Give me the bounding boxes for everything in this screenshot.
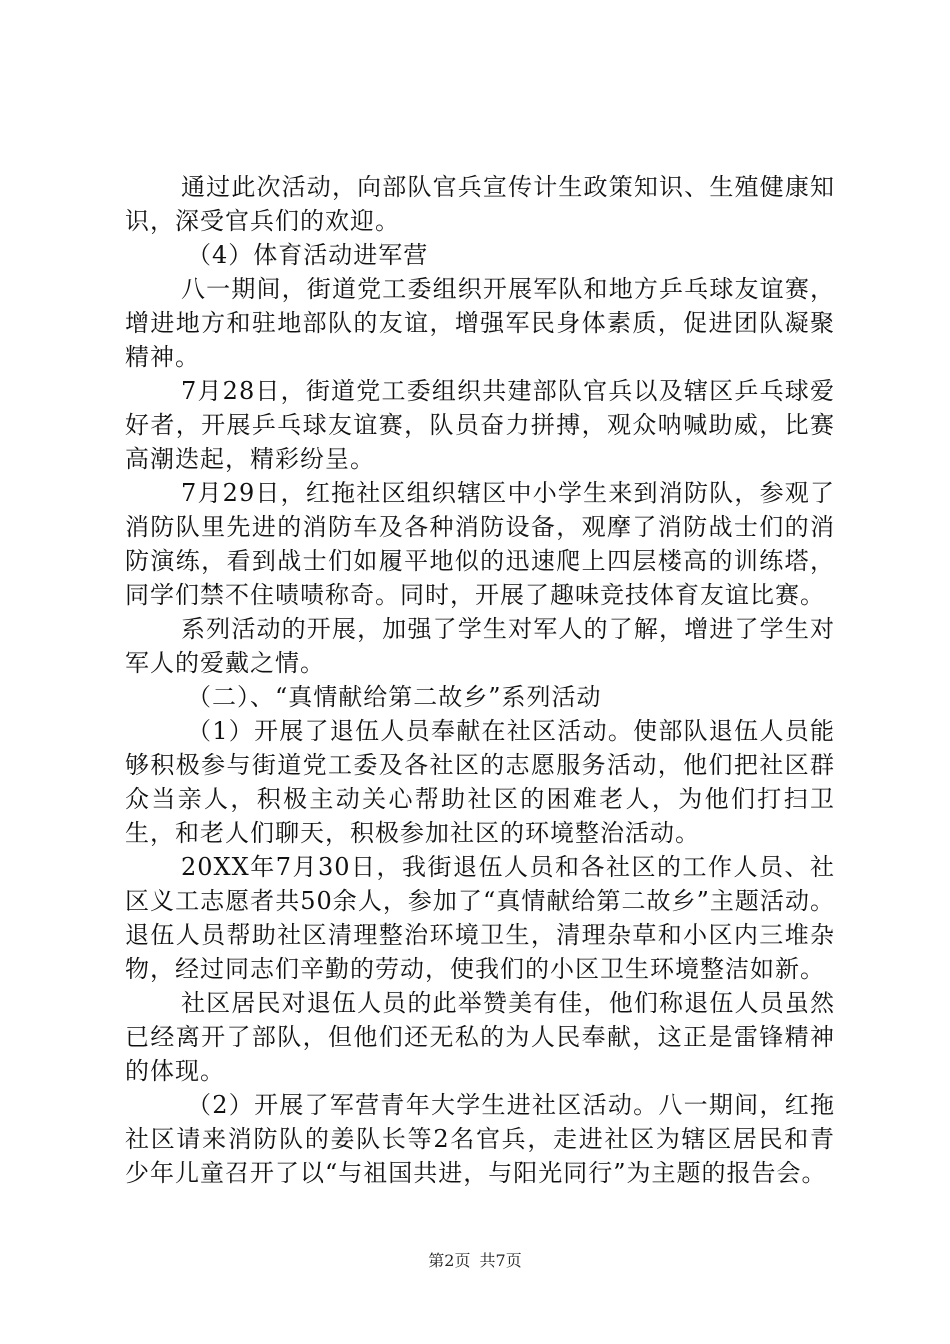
paragraph: 八一期间，街道党工委组织开展军队和地方乒乓球友谊赛，增进地方和驻地部队的友谊，增强军民身体素质，促进团队凝聚精神。	[125, 275, 835, 371]
document-body	[125, 170, 835, 1190]
paragraph: 通过此次活动，向部队官兵宣传计生政策知识、生殖健康知识，深受官兵们的欢迎。	[125, 173, 835, 235]
paragraph: 7月29日，红拖社区组织辖区中小学生来到消防队，参观了消防队里先进的消防车及各种消防设备，观摩了消防战士们的消防演练，看到战士们如履平地似的迅速爬上四层楼高的训练塔，同学们禁不住啧啧称奇。同时，开展了趣味竞技体育友谊比赛。	[125, 479, 835, 609]
page-number: 第2页	[428, 1251, 471, 1270]
section-heading: （二）、“真情献给第二故乡”系列活动	[187, 683, 602, 711]
page-total: 共7页	[479, 1251, 522, 1270]
paragraph: （1）开展了退伍人员奉献在社区活动。使部队退伍人员能够积极参与街道党工委及各社区的志愿服务活动，他们把社区群众当亲人，积极主动关心帮助社区的困难老人，为他们打扫卫生，和老人们聊天，积极参加社区的环境整治活动。	[125, 717, 835, 847]
paragraph: 社区居民对退伍人员的此举赞美有佳，他们称退伍人员虽然已经离开了部队，但他们还无私的为人民奉献，这正是雷锋精神的体现。	[125, 989, 835, 1085]
paragraph: 7月28日，街道党工委组织共建部队官兵以及辖区乒乓球爱好者，开展乒乓球友谊赛，队员奋力拼搏，观众呐喊助威，比赛高潮迭起，精彩纷呈。	[125, 377, 835, 473]
paragraph: 20XX年7月30日，我街退伍人员和各社区的工作人员、社区义工志愿者共50余人，参加了“真情献给第二故乡”主题活动。退伍人员帮助社区清理整治环境卫生，清理杂草和小区内三堆杂物，经过同志们辛勤的劳动，使我们的小区卫生环境整洁如新。	[125, 853, 835, 983]
section-heading: （4）体育活动进军营	[187, 241, 429, 269]
paragraph: 系列活动的开展，加强了学生对军人的了解，增进了学生对军人的爱戴之情。	[125, 615, 835, 677]
paragraph: （2）开展了军营青年大学生进社区活动。八一期间，红拖社区请来消防队的姜队长等2名官兵，走进社区为辖区居民和青少年儿童召开了以“与祖国共进，与阳光同行”为主题的报告会。	[125, 1091, 835, 1187]
page-footer	[0, 1248, 950, 1271]
